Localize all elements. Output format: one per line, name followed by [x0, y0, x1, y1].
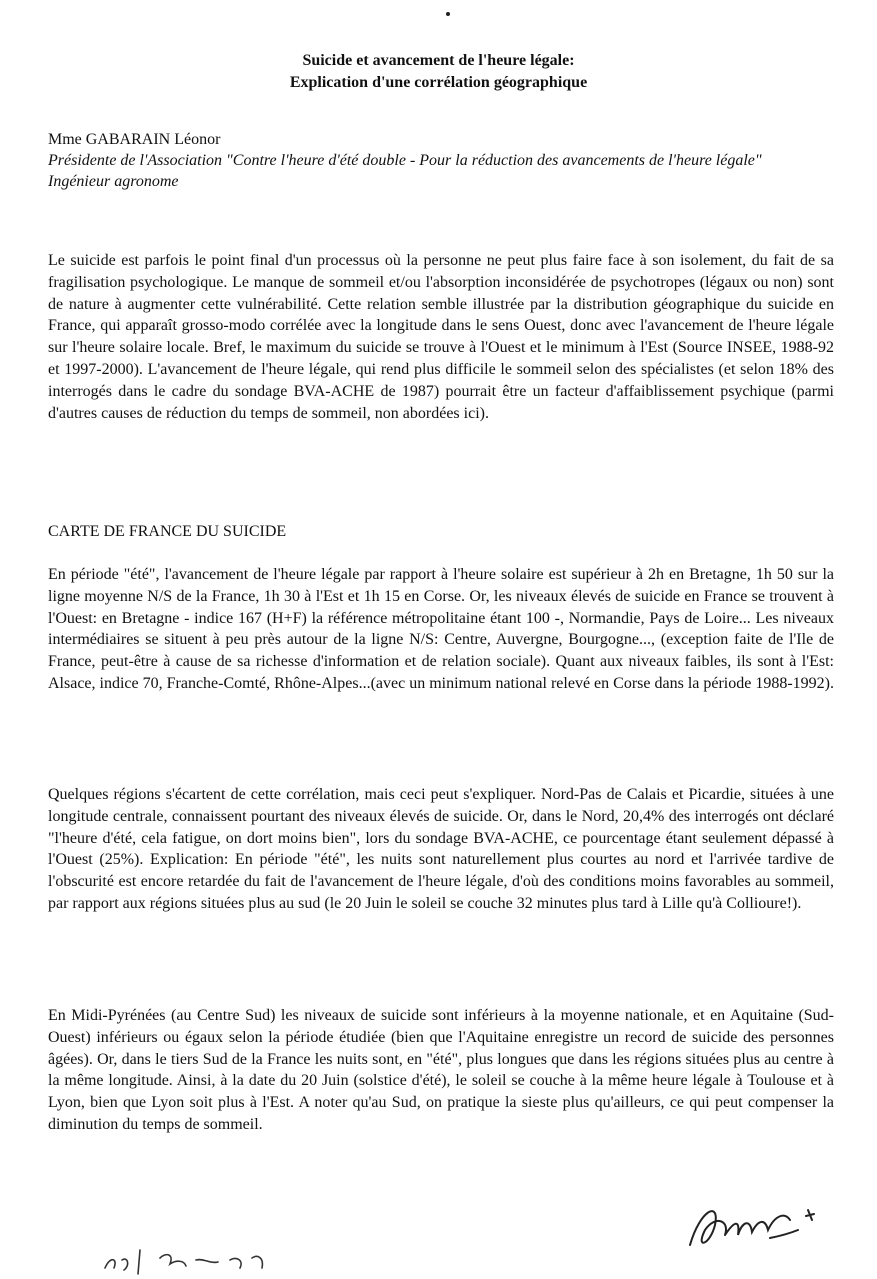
ink-dot	[446, 12, 450, 16]
section-heading: CARTE DE FRANCE DU SUICIDE	[48, 523, 287, 540]
paragraph-map: En période "été", l'avancement de l'heure légale par rapport à l'heure solaire est supérieur à 2h en Bretagne, 1h 50 sur la ligne moyenne N/S de la France, 1h 30 à l'Est et 1h 15 en Corse. Or, les niveaux élevés de suicide en France se trouvent à l'Ouest: en Bretagne - indice 167 (H+F) la référence métropolitaine étant 100 -, Normandie, Pays de Loire... Les niveaux intermédiaires se situent à peu près autour de la ligne N/S: Centre, Auvergne, Bourgogne..., (exception faite de l'Ile de France, peut-être à cause de sa richesse d'information et de relation sociale). Quant aux niveaux faibles, ils sont à l'Est: Alsace, indice 70, Franche-Comté, Rhône-Alpes...(avec un minimum national relevé en Corse dans la période 1988-1992).	[48, 566, 834, 692]
signature-handwriting	[680, 1190, 820, 1260]
title-line-2: Explication d'une corrélation géographique	[289, 74, 588, 91]
title-line-1: Suicide et avancement de l'heure légale:	[302, 52, 575, 69]
author-affiliation: Présidente de l'Association "Contre l'heure d'été double - Pour la réduction des avancements de l'heure légale"	[48, 152, 762, 169]
author-profession: Ingénieur agronome	[48, 173, 179, 190]
paragraph-intro: Le suicide est parfois le point final d'un processus où la personne ne peut plus faire face à son isolement, du fait de sa fragilisation psychologique. Le manque de sommeil et/ou l'absorption inconsidérée de psychotropes (légaux ou non) sont de nature à augmenter cette vulnérabilité. Cette relation semble illustrée par la distribution géographique du suicide en France, qui apparaît grosso-modo corrélée avec la longitude dans le sens Ouest, donc avec l'avancement de l'heure légale sur l'heure solaire locale. Bref, le maximum du suicide se trouve à l'Ouest et le minimum à l'Est (Source INSEE, 1988-92 et 1997-2000). L'avancement de l'heure légale, qui rend plus difficile le sommeil selon des spécialistes (et selon 18% des interrogés dans le cadre du sondage BVA-ACHE de 1987) pourrait être un facteur d'affaiblissement psychique (parmi d'autres causes de réduction du temps de sommeil, non abordées ici).	[48, 252, 834, 422]
author-name: Mme GABARAIN Léonor	[48, 131, 221, 148]
document-title	[150, 50, 727, 94]
paragraph-exceptions-north: Quelques régions s'écartent de cette corrélation, mais ceci peut s'expliquer. Nord-Pas de Calais et Picardie, situées à une longitude centrale, connaissent pourtant des niveaux élevés de suicide. Or, dans le Nord, 20,4% des interrogés ont déclaré "l'heure d'été, cela fatigue, on dort moins bien", lors du sondage BVA-ACHE, ce pourcentage étant seulement dépassé à l'Ouest (25%). Explication: En période "été", les nuits sont naturellement plus courtes au nord et l'arrivée tardive de l'obscurité est encore retardée du fait de l'avancement de l'heure légale, d'où des conditions moins favorables au sommeil, par rapport aux régions situées plus au sud (le 20 Juin le soleil se couche 32 minutes plus tard à Lille qu'à Collioure!).	[48, 786, 834, 912]
author-block	[48, 129, 848, 192]
handwritten-date-note	[100, 1246, 330, 1276]
paragraph-exceptions-south: En Midi-Pyrénées (au Centre Sud) les niveaux de suicide sont inférieurs à la moyenne nationale, et en Aquitaine (Sud-Ouest) inférieurs ou égaux selon la période étudiée (bien que l'Aquitaine enregistre un record de suicide des personnes âgées). Or, dans le tiers Sud de la France les nuits sont, en "été", plus longues que dans les régions situées plus au centre à la même longitude. Ainsi, à la date du 20 Juin (solstice d'été), le soleil se couche à la même heure légale à Toulouse et à Lyon, bien que Lyon soit plus à l'Est. A noter qu'au Sud, on pratique la sieste plus qu'ailleurs, ce qui peut compenser la diminution du temps de sommeil.	[48, 1007, 834, 1133]
